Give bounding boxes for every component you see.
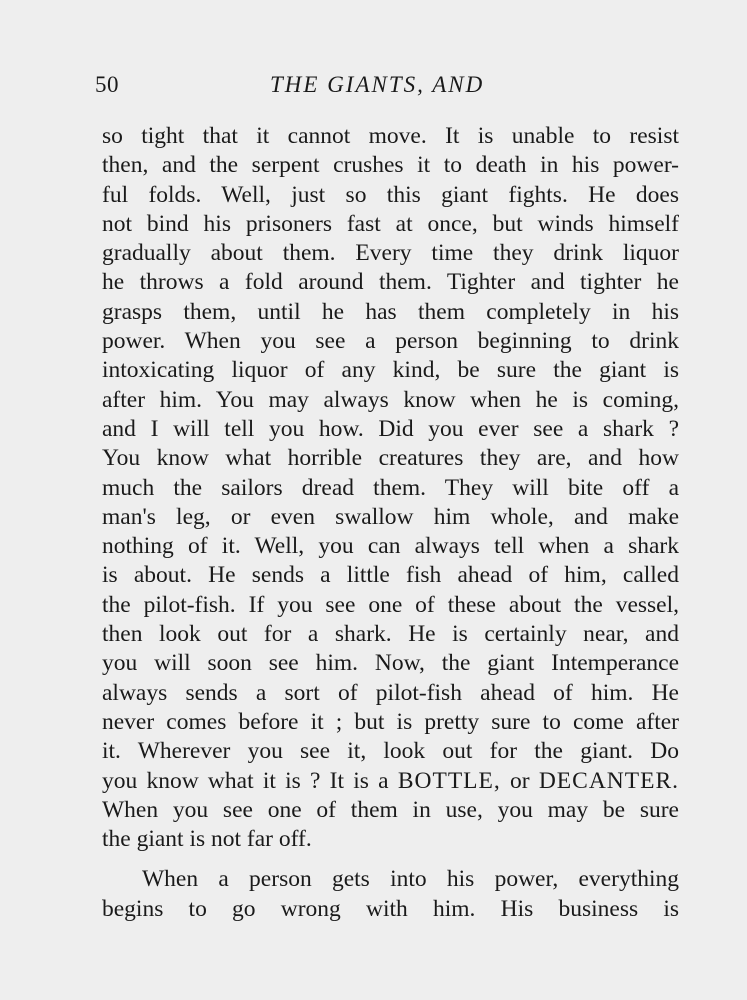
text-line: intoxicating liquor of any kind, be sure the giant is: [102, 357, 679, 384]
text-line: after him. You may always know when he is coming,: [102, 386, 679, 413]
text-line: and I will tell you how. Did you ever see a shark ?: [102, 415, 679, 442]
text-line: then, and the serpent crushes it to death in his power-: [102, 152, 679, 179]
text-line: never comes before it ; but is pretty sure to come after: [102, 708, 679, 735]
text-line: grasps them, until he has them completely in his: [102, 298, 679, 325]
text-line: gradually about them. Every time they drink liquor: [102, 240, 679, 267]
text-line: always sends a sort of pilot-fish ahead of him. He: [102, 679, 679, 706]
paragraph-2: [102, 865, 679, 924]
text-line: You know what horrible creatures they are, and how: [102, 445, 679, 472]
text-line: so tight that it cannot move. It is unable to resist: [102, 123, 679, 149]
small-caps-or: or: [510, 767, 530, 794]
text-line: it. Wherever you see it, look out for the giant. Do: [102, 738, 679, 765]
small-caps-decanter: DECANTER.: [538, 767, 680, 794]
text-line: begins to go wrong with him. His business is: [102, 895, 679, 922]
running-head: THE GIANTS, AND: [270, 72, 485, 97]
text-line: man's leg, or even swallow him whole, and make: [102, 503, 679, 530]
text-line: When you see one of them in use, you may be sure: [102, 796, 679, 823]
page-header: [95, 72, 685, 106]
text-line-with-small-caps: [102, 767, 679, 796]
body-text: [102, 122, 679, 924]
page-number: 50: [95, 72, 119, 97]
paragraph-break: [102, 854, 679, 865]
small-caps-bottle: BOTTLE,: [397, 767, 501, 794]
paragraph-1: [102, 122, 679, 854]
text-line: then look out for a shark. He is certainly near, and: [102, 621, 679, 648]
text-line: you will soon see him. Now, the giant Intemperance: [102, 650, 679, 677]
text-line: much the sailors dread them. They will bite off a: [102, 474, 679, 501]
text-line: the giant is not far off.: [102, 826, 312, 853]
text-line: nothing of it. Well, you can always tell when a shark: [102, 533, 679, 560]
text-line: ful folds. Well, just so this giant fights. He does: [102, 181, 679, 208]
text-line: he throws a fold around them. Tighter and tighter he: [102, 269, 679, 296]
text-line: not bind his prisoners fast at once, but winds himself: [102, 210, 679, 237]
text-line: is about. He sends a little fish ahead of him, called: [102, 562, 679, 589]
text-line-start: you know what it is ? It is a: [102, 767, 389, 794]
text-line: the pilot-fish. If you see one of these about the vessel,: [102, 591, 679, 618]
text-line: When a person gets into his power, everything: [142, 866, 679, 893]
text-line: power. When you see a person beginning to drink: [102, 328, 679, 355]
